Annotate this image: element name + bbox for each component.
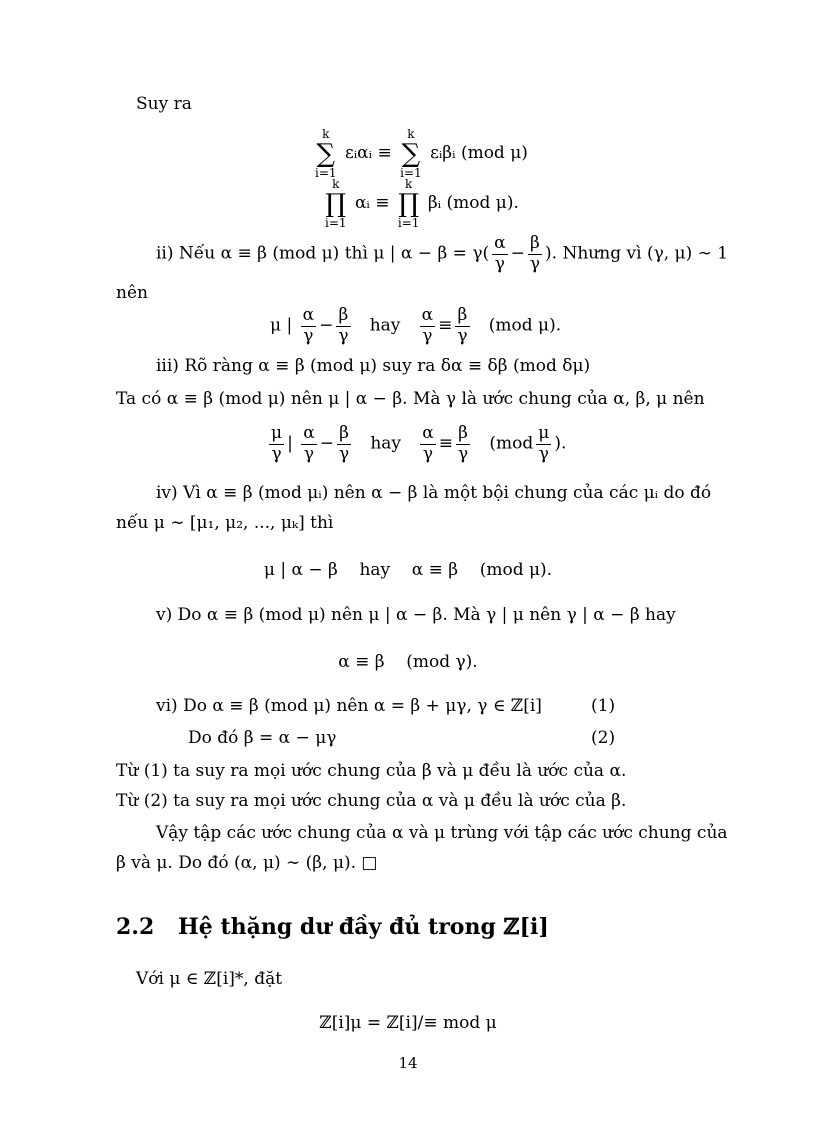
section-number: 2.2 xyxy=(116,914,155,940)
suy-ra-text: Suy ra xyxy=(136,94,192,114)
nen-text: nên xyxy=(116,283,148,303)
ta-co-text: Ta có α ≡ β (mod μ) nên μ | α − β. Mà γ là ước chung của α, β, μ nên xyxy=(116,389,705,409)
equation-tag-2: (2) xyxy=(591,728,616,748)
sum-congruence: k ∑ i=1 εᵢαᵢ ≡ k ∑ i=1 εᵢβᵢ (mod μ) xyxy=(315,127,528,180)
item-ii-text: ii) Nếu α ≡ β (mod μ) thì μ | α − β = γ( $\frac{\alpha}{\gamma}$ − $\frac{\beta}{\gamma}$ ). Nhưng vì (γ, μ) ∼ 1 xyxy=(156,233,729,274)
tu-2-text: Từ (2) ta suy ra mọi ước chung của α và μ đều là ước của β. xyxy=(116,791,627,811)
item-v-text: v) Do α ≡ β (mod μ) nên μ | α − β. Mà γ | μ nên γ | α − β hay xyxy=(156,605,676,625)
voi-text: Với μ ∈ ℤ[i]*, đặt xyxy=(136,969,283,989)
vay-line2: β và μ. Do đó (α, μ) ∼ (β, μ). □ xyxy=(116,853,378,873)
item-iv-line1: iv) Vì α ≡ β (mod μᵢ) nên α − β là một bội chung của các μᵢ do đó xyxy=(156,483,712,503)
item-vi-line1: vi) Do α ≡ β (mod μ) nên α = β + μγ, γ ∈ ℤ[i] xyxy=(156,696,542,716)
section-title: Hệ thặng dư đầy đủ trong ℤ[i] xyxy=(178,914,549,940)
item-iv-line2: nếu μ ∼ [μ₁, μ₂, ..., μₖ] thì xyxy=(116,513,334,533)
page-number: 14 xyxy=(398,1054,418,1072)
item-v-equation: α ≡ β (mod γ). xyxy=(338,652,478,672)
tu-1-text: Từ (1) ta suy ra mọi ước chung của β và μ đều là ước của α. xyxy=(116,761,627,781)
vay-line1: Vậy tập các ước chung của α và μ trùng với tập các ước chung của xyxy=(156,823,728,843)
product-congruence: k ∏ i=1 αᵢ ≡ k ∏ i=1 βᵢ (mod μ). xyxy=(325,177,519,230)
equation-tag-1: (1) xyxy=(591,696,616,716)
item-iv-equation: μ | α − β hay α ≡ β (mod μ). xyxy=(263,560,553,580)
item-ii-equation: μ | $\frac{\alpha}{\gamma}$ − $\frac{\beta}{\gamma}$ hay $\frac{\alpha}{\gamma}$ ≡ $\frac{\beta}{\gamma}$ (mod μ). xyxy=(270,305,562,346)
item-iii-equation: $\frac{\mu}{\gamma}$ | $\frac{\alpha}{\gamma}$ − $\frac{\beta}{\gamma}$ hay $\frac{\alpha}{\gamma}$ ≡ $\frac{\beta}{\gamma}$ (mod $\frac{\mu}{\gamma}$ ). xyxy=(271,423,567,464)
item-vi-line2: Do đó β = α − μγ xyxy=(188,728,337,748)
item-iii-text: iii) Rõ ràng α ≡ β (mod μ) suy ra δα ≡ δβ (mod δμ) xyxy=(156,356,591,376)
definition-equation: ℤ[i]μ = ℤ[i]/≡ mod μ xyxy=(319,1013,497,1033)
